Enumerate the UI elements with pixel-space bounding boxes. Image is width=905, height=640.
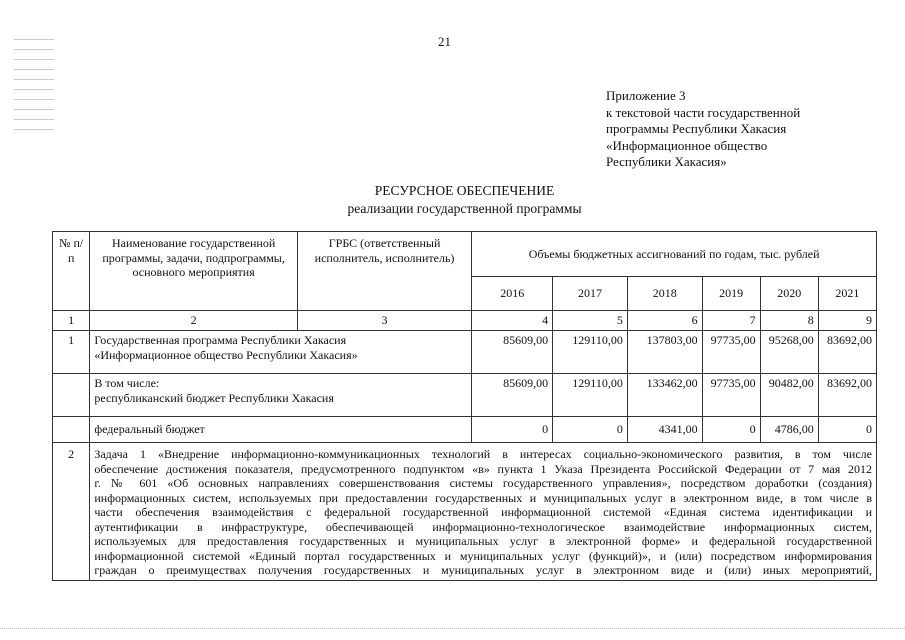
row-value: 133462,00: [627, 374, 702, 417]
col-number: 4: [472, 311, 553, 331]
row-value: 0: [553, 417, 628, 443]
header-num: № п/п: [53, 232, 90, 311]
col-number: 9: [818, 311, 876, 331]
row-name-line: республиканский бюджет Республики Хакасия: [94, 390, 334, 405]
col-number: 5: [553, 311, 628, 331]
row-name: [90, 374, 472, 417]
task-line: обеспечение достижения показателя, предусмотренного подпунктом «в» пункта 1 Указа Президента Российской Федерации от 7 мая 2012: [94, 461, 872, 476]
appendix-line: «Информационное общество: [606, 137, 768, 153]
row-value: 83692,00: [818, 331, 876, 374]
row-value: 4341,00: [627, 417, 702, 443]
row-value: 95268,00: [760, 331, 818, 374]
col-number: 6: [627, 311, 702, 331]
row-value: 85609,00: [472, 374, 553, 417]
task-line: информационных систем, используемых при предоставлении государственных и муниципальных услуг в электронном виде, в том числе в: [94, 490, 872, 505]
header-year: 2018: [627, 277, 702, 311]
col-number: 1: [53, 311, 90, 331]
col-number: 3: [297, 311, 471, 331]
page-number: 21: [438, 34, 451, 49]
row-value: 0: [818, 417, 876, 443]
appendix-line: Республики Хакасия»: [606, 154, 727, 169]
task-line: аутентификации в инфраструктуре, обеспечивающей информационно-технологическое взаимодействие информационных систем,: [94, 519, 872, 534]
scan-margin-marks: [14, 30, 54, 150]
appendix-line: к текстовой части государственной: [606, 104, 801, 120]
row-value: 4786,00: [760, 417, 818, 443]
row-name-line: В том числе:: [94, 376, 160, 390]
appendix-line: Приложение 3: [606, 88, 686, 103]
task-line: граждан о преимуществах получения государственных и муниципальных услуг в электронном виде и (или) иных мероприятий,: [94, 563, 872, 577]
row-value: 85609,00: [472, 331, 553, 374]
appendix-line: программы Республики Хакасия: [606, 121, 787, 136]
table-row: [53, 374, 877, 417]
doc-subtitle: реализации государственной программы: [347, 201, 582, 216]
row-num: 1: [53, 331, 90, 374]
scan-bottom-edge: [0, 628, 905, 630]
col-number: 7: [702, 311, 760, 331]
task-line: части обеспечения взаимодействия с федеральной государственной информационной системой «Единая система идентификации и: [94, 505, 872, 519]
table-row: [53, 417, 877, 443]
row-value: 90482,00: [760, 374, 818, 417]
row-value: 97735,00: [702, 331, 760, 374]
header-volumes: Объемы бюджетных ассигнований по годам, тыс. рублей: [472, 232, 877, 277]
row-value: 129110,00: [553, 331, 628, 374]
header-year: 2020: [760, 277, 818, 311]
task-line: используемых для предоставления государственных и муниципальных услуг в электронной форме» и федеральной государственной: [94, 534, 872, 548]
task-line: информационной системой «Единый портал государственных и муниципальных услуг (функций)», и (или) посредством информирования: [94, 548, 872, 563]
header-year: 2019: [702, 277, 760, 311]
row-name-line: Государственная программа Республики Хакасия: [94, 333, 347, 347]
row-value: 0: [472, 417, 553, 443]
header-year: 2016: [472, 277, 553, 311]
row-value: 97735,00: [702, 374, 760, 417]
row-value: 129110,00: [553, 374, 628, 417]
header-year: 2017: [553, 277, 628, 311]
row-name: федеральный бюджет: [90, 417, 472, 443]
row-name-line: «Информационное общество Республики Хакасия»: [94, 347, 358, 362]
appendix-block: [606, 88, 800, 171]
table-row: [53, 331, 877, 374]
task-description: [90, 443, 877, 581]
row-value: 83692,00: [818, 374, 876, 417]
row-num: 2: [53, 443, 90, 581]
col-number: 2: [90, 311, 298, 331]
header-year: 2021: [818, 277, 876, 311]
row-name: [90, 331, 472, 374]
table-row: [53, 443, 877, 581]
col-number: 8: [760, 311, 818, 331]
resource-table: [52, 231, 877, 581]
task-line: г. № 601 «Об основных направлениях совершенствования системы государственного управления», посредством доработки (создания): [94, 476, 872, 490]
task-line: Задача 1 «Внедрение информационно-коммуникационных технологий в интересах социально-экономического развития, в том числе: [94, 447, 872, 461]
header-grbs: ГРБС (ответственный исполнитель, исполнитель): [297, 232, 471, 311]
row-num: [53, 417, 90, 443]
row-num: [53, 374, 90, 417]
row-value: 137803,00: [627, 331, 702, 374]
row-value: 0: [702, 417, 760, 443]
header-name: Наименование государственной программы, задачи, подпрограммы, основного мероприятия: [90, 232, 298, 311]
doc-title: РЕСУРСНОЕ ОБЕСПЕЧЕНИЕ: [374, 183, 555, 198]
